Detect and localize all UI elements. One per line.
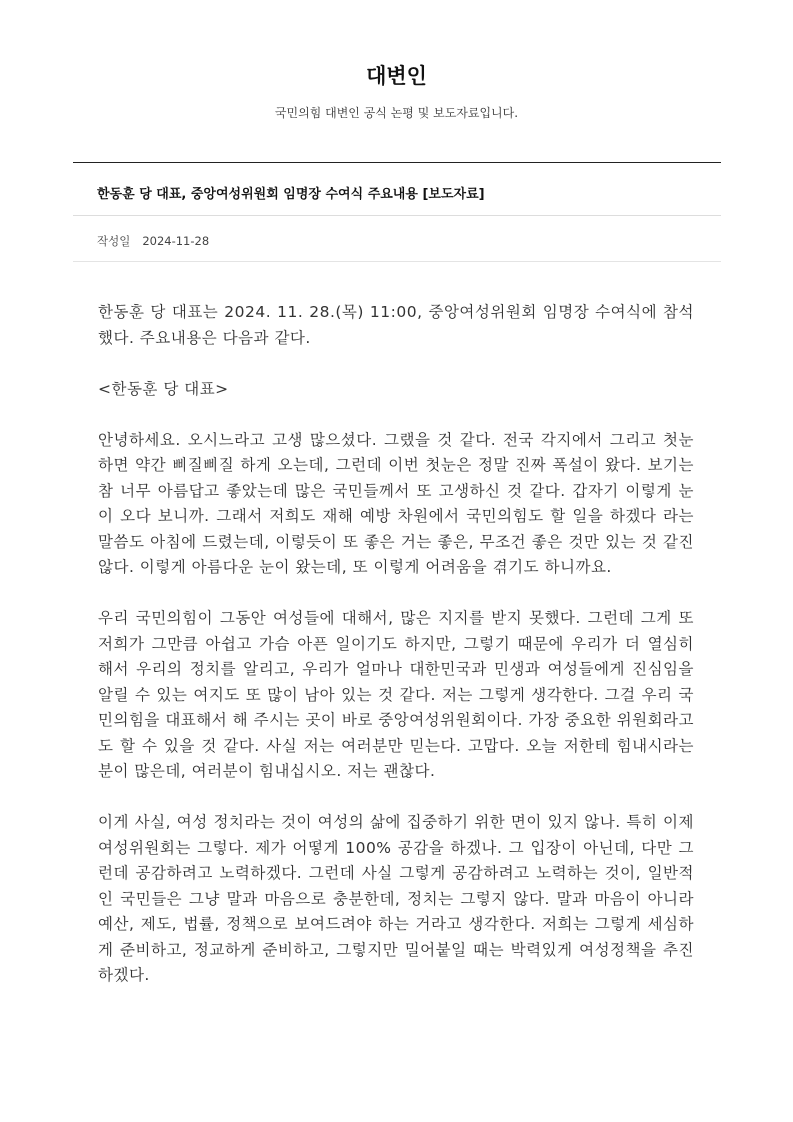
divider-mid (73, 215, 721, 216)
post-date: 2024-11-28 (142, 234, 210, 248)
site-title: 대변인 (366, 64, 427, 88)
paragraph: 우리 국민의힘이 그동안 여성들에 대해서, 많은 지지를 받지 못했다. 그런데 그게 또 저희가 그만큼 아쉽고 가슴 아픈 일이기도 하지만, 그렇기 때문에 우리가 더 열심히 해서 우리의 정치를 알리고, 우리가 얼마나 대한민국과 민생과 여성들에게 진심임을 알릴 수 있는 여지도 또 많이 남아 있는 것 같다. 저는 그렇게 생각한다. 그걸 우리 국민의힘을 대표해서 해 주시는 곳이 바로 중앙여성위원회이다. 가장 중요한 위원회라고도 할 수 있을 것 같다. 사실 저는 여러분만 믿는다. 고맙다. 오늘 저한테 힘내시라는 분이 많은데, 여러분이 힘내십시오. 저는 괜찮다. (98, 609, 694, 780)
paragraph: 한동훈 당 대표는 2024. 11. 28.(목) 11:00, 중앙여성위원회 임명장 수여식에 참석했다. 주요내용은 다음과 같다. (98, 303, 694, 347)
site-subtitle: 국민의힘 대변인 공식 논평 및 보도자료입니다. (274, 106, 519, 120)
paragraph: <한동훈 당 대표> (98, 379, 229, 398)
post-title: 한동훈 당 대표, 중앙여성위원회 임명장 수여식 주요내용 [보도자료] (97, 187, 485, 202)
date-label: 작성일 (97, 234, 131, 248)
paragraph: 안녕하세요. 오시느라고 고생 많으셨다. 그랬을 것 같다. 전국 각지에서 그리고 첫눈 하면 약간 삐질삐질 하게 오는데, 그런데 이번 첫눈은 정말 진짜 폭설이 왔다. 보기는 참 너무 아름답고 좋았는데 많은 국민들께서 또 고생하신 것 같다. 갑자기 이렇게 눈이 오다 보니까. 그래서 저희도 재해 예방 차원에서 국민의힘도 할 일을 하겠다 라는 말씀도 아침에 드렸는데, 이렇듯이 또 좋은 거는 좋은, 무조건 좋은 것만 있는 것 같진 않다. 이렇게 아름다운 눈이 왔는데, 또 이렇게 어려움을 겪기도 하니까요. (98, 430, 694, 576)
post-meta (97, 233, 209, 249)
divider-top (73, 162, 721, 163)
paragraph: 이게 사실, 여성 정치라는 것이 여성의 삶에 집중하기 위한 면이 있지 않나. 특히 이제 여성위원회는 그렇다. 제가 어떻게 100% 공감을 하겠나. 그 입장이 아닌데, 다만 그런데 공감하려고 노력하겠다. 그런데 사실 그렇게 공감하려고 노력하는 것이, 일반적인 국민들은 그냥 말과 마음으로 충분한데, 정치는 그렇지 않다. 말과 마음이 아니라 예산, 제도, 법률, 정책으로 보여드려야 하는 거라고 생각한다. 저희는 그렇게 세심하게 준비하고, 정교하게 준비하고, 그렇지만 밀어붙일 때는 박력있게 여성정책을 추진하겠다. (98, 813, 694, 984)
divider-bottom (73, 261, 721, 262)
article-body (98, 300, 694, 1014)
